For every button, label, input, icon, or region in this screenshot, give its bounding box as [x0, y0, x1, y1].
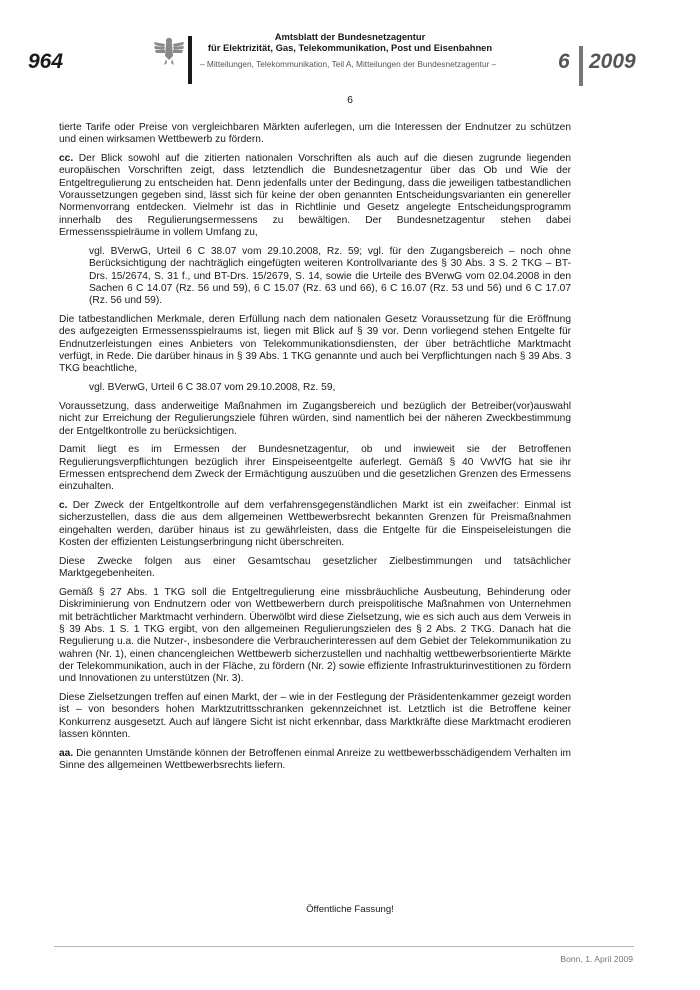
publication-date: Bonn, 1. April 2009: [560, 954, 633, 964]
paragraph-text: Gemäß § 27 Abs. 1 TKG soll die Entgeltregulierung eine missbräuchliche Ausbeutung, Behinderung oder Diskriminierung von Endnutzern oder von Wettbewerbern durch preispolitische Maßnahmen von Unternehmen mit beträchtlicher Marktmacht verhindern. Überwölbt wird diese Zielsetzung, wie es sich auch aus dem Verweis in § 39 Abs. 1 S. 1 TKG ergibt, von den allgemeinen Regulierungszielen des § 2 Abs. 2 TKG. Danach hat die Regulierung u.a. die Nutzer-, insbesondere die Verbraucherinteressen auf dem Gebiet der Telekommunikation zu wahren (Nr. 1), einen chancengleichen Wettbewerb sicherzustellen und nachhaltig wettbewerbsorientierte Märkte der Telekommunikation, auch in der Fläche, zu fördern (Nr. 2) sowie effiziente Infrastrukturinvestitionen zu fördern und Innovationen zu unterstützen (Nr. 3).: [59, 586, 571, 685]
document-body: [59, 122, 571, 779]
paragraph-text: Die tatbestandlichen Merkmale, deren Erfüllung nach dem nationalen Gesetz Voraussetzung für die Eröffnung des aufgezeigten Ermessensspielraums ist, liegen mit Blick auf § 39 vor. Denn vorliegend stehen Entgelte für Endnutzerleistungen eines Anbieters von Telekommunikationsdiensten, der über beträchtliche Marktmacht verfügt, in Rede. Die darüber hinaus in § 39 Abs. 1 TKG genannte und auch bei Verpflichtungen nach § 39 Abs. 3 TKG beachtliche,: [59, 313, 571, 375]
section-marker: aa.: [59, 747, 74, 759]
page-number: 964: [28, 50, 64, 73]
issue-year: 2009: [589, 50, 636, 73]
gazette-title-line-2: für Elektrizität, Gas, Telekommunikation, Post und Eisenbahnen: [207, 42, 493, 53]
paragraph-text: Damit liegt es im Ermessen der Bundesnetzagentur, ob und inwieweit sie der Betroffenen Regulierungsverpflichtungen bezüglich ihrer Einspeiseentgelte auferlegt. Gemäß § 40 VwVfG hat sie ihr Ermessen entsprechend dem Zweck der Ermächtigung auszuüben und die gesetzlichen Grenzen des Ermessens einzuhalten.: [59, 444, 571, 493]
paragraph-text: Diese Zielsetzungen treffen auf einen Markt, der – wie in der Festlegung der Präsidentenkammer gezeigt worden ist – von besonders hohen Marktzutrittsschranken gekennzeichnet ist. Letztlich ist die Betroffene keiner Konkurrenz ausgesetzt. Auch auf längere Sicht ist nicht erkennbar, dass Marktkräfte diese Marktmacht erodieren lassen könnten.: [59, 692, 571, 741]
paragraph-text: Der Zweck der Entgeltkontrolle auf dem verfahrensgegenständlichen Markt ist ein zweifacher: Einmal ist sicherzustellen, dass die aus dem allgemeinen Wettbewerbsrecht bekannten Grenzen für Preismaßnahmen eingehalten werden, darüber hinaus ist zu gewährleisten, dass die Entgelte für die Einspeiseleistungen die Kosten der effizienten Leistungserbringung nicht überschreiten.: [59, 500, 571, 549]
public-version-note: Öffentliche Fassung!: [306, 904, 394, 915]
body-paragraph: [59, 401, 571, 438]
issue-divider: [579, 46, 583, 86]
body-paragraph: [59, 556, 571, 581]
section-marker: cc.: [59, 153, 74, 165]
body-paragraph: [59, 500, 571, 549]
body-paragraph: [59, 692, 571, 741]
gazette-subtitle: – Mitteilungen, Telekommunikation, Teil A, Mitteilungen der Bundesnetzagentur –: [200, 59, 497, 69]
gazette-title: [200, 31, 500, 53]
body-paragraph: [59, 314, 571, 376]
footer-divider: [54, 946, 634, 947]
citation-paragraph: [89, 382, 571, 394]
paragraph-text: tierte Tarife oder Preise von vergleichbaren Märkten auferlegen, um die Interessen der Endnutzer zu schützen und einen wirksamen Wettbewerb zu fördern.: [59, 122, 571, 146]
paragraph-text: Voraussetzung, dass anderweitige Maßnahmen im Zugangsbereich und bezüglich der Betreiber(vor)auswahl nicht zur Erreichung der Regulierungsziele führen würden, sind namentlich bei der näheren Zweckbestimmung der Entgeltkontrolle zu berücksichtigen.: [59, 400, 571, 437]
paragraph-text: Diese Zwecke folgen aus einer Gesamtschau gesetzlicher Zielbestimmungen und tatsächlicher Marktgegebenheiten.: [59, 555, 571, 580]
citation-paragraph: [89, 246, 571, 308]
body-paragraph: [59, 153, 571, 239]
paragraph-text: Die genannten Umstände können der Betroffenen einmal Anreize zu wettbewerbsschädigendem Verhalten im Sinne des allgemeinen Wettbewerbsrechts liefern.: [59, 747, 571, 772]
paragraph-text: Der Blick sowohl auf die zitierten nationalen Vorschriften als auch auf die diesen zugrunde liegenden europäischen Vorschriften zeigt, dass letztendlich die Bundesnetzagentur über das Ob und Wie der Entgeltregulierung zu entscheiden hat. Denn jedenfalls unter der Bedingung, dass die jeweiligen tatbestandlichen Voraussetzungen gegeben sind, lässt sich für keine der oben genannten Entscheidungsvarianten ein genereller Normenvorrang entdecken. Vielmehr ist das in Richtlinie und Gesetz angelegte Entscheidungsprogramm innerhalb des Regulierungsermessens zu bewältigen. Der Bundesnetzagentur stehen dabei Ermessensspielräume in vollem Umfang zu,: [59, 153, 571, 239]
issue-number: 6: [558, 50, 570, 73]
section-marker: c.: [59, 500, 68, 512]
paragraph-text: vgl. BVerwG, Urteil 6 C 38.07 vom 29.10.2008, Rz. 59,: [89, 382, 336, 394]
inner-page-number: 6: [347, 94, 353, 106]
body-paragraph: [59, 587, 571, 686]
paragraph-text: vgl. BVerwG, Urteil 6 C 38.07 vom 29.10.2008, Rz. 59; vgl. für den Zugangsbereich – noch ohne Berücksichtigung der nachträglich eingefügten weiteren Kontrollvariante des § 30 Abs. 3 S. 2 TKG – BT-Drs. 15/2674, S. 31 f., und BT-Drs. 15/2679, S. 14, sowie die Urteile des BVerwG vom 02.04.2008 in den Sachen 6 C 14.07 (Rz. 56 und 59), 6 C 15.07 (Rz. 63 und 66), 6 C 16.07 (Rz. 53 und 56) und 6 C 17.07 (Rz. 56 und 59).: [89, 245, 571, 307]
gazette-title-line-1: Amtsblatt der Bundesnetzagentur: [274, 31, 426, 42]
header-divider: [188, 36, 192, 84]
federal-eagle-icon: [152, 34, 186, 68]
body-paragraph: [59, 748, 571, 773]
body-paragraph: [59, 122, 571, 147]
body-paragraph: [59, 444, 571, 493]
